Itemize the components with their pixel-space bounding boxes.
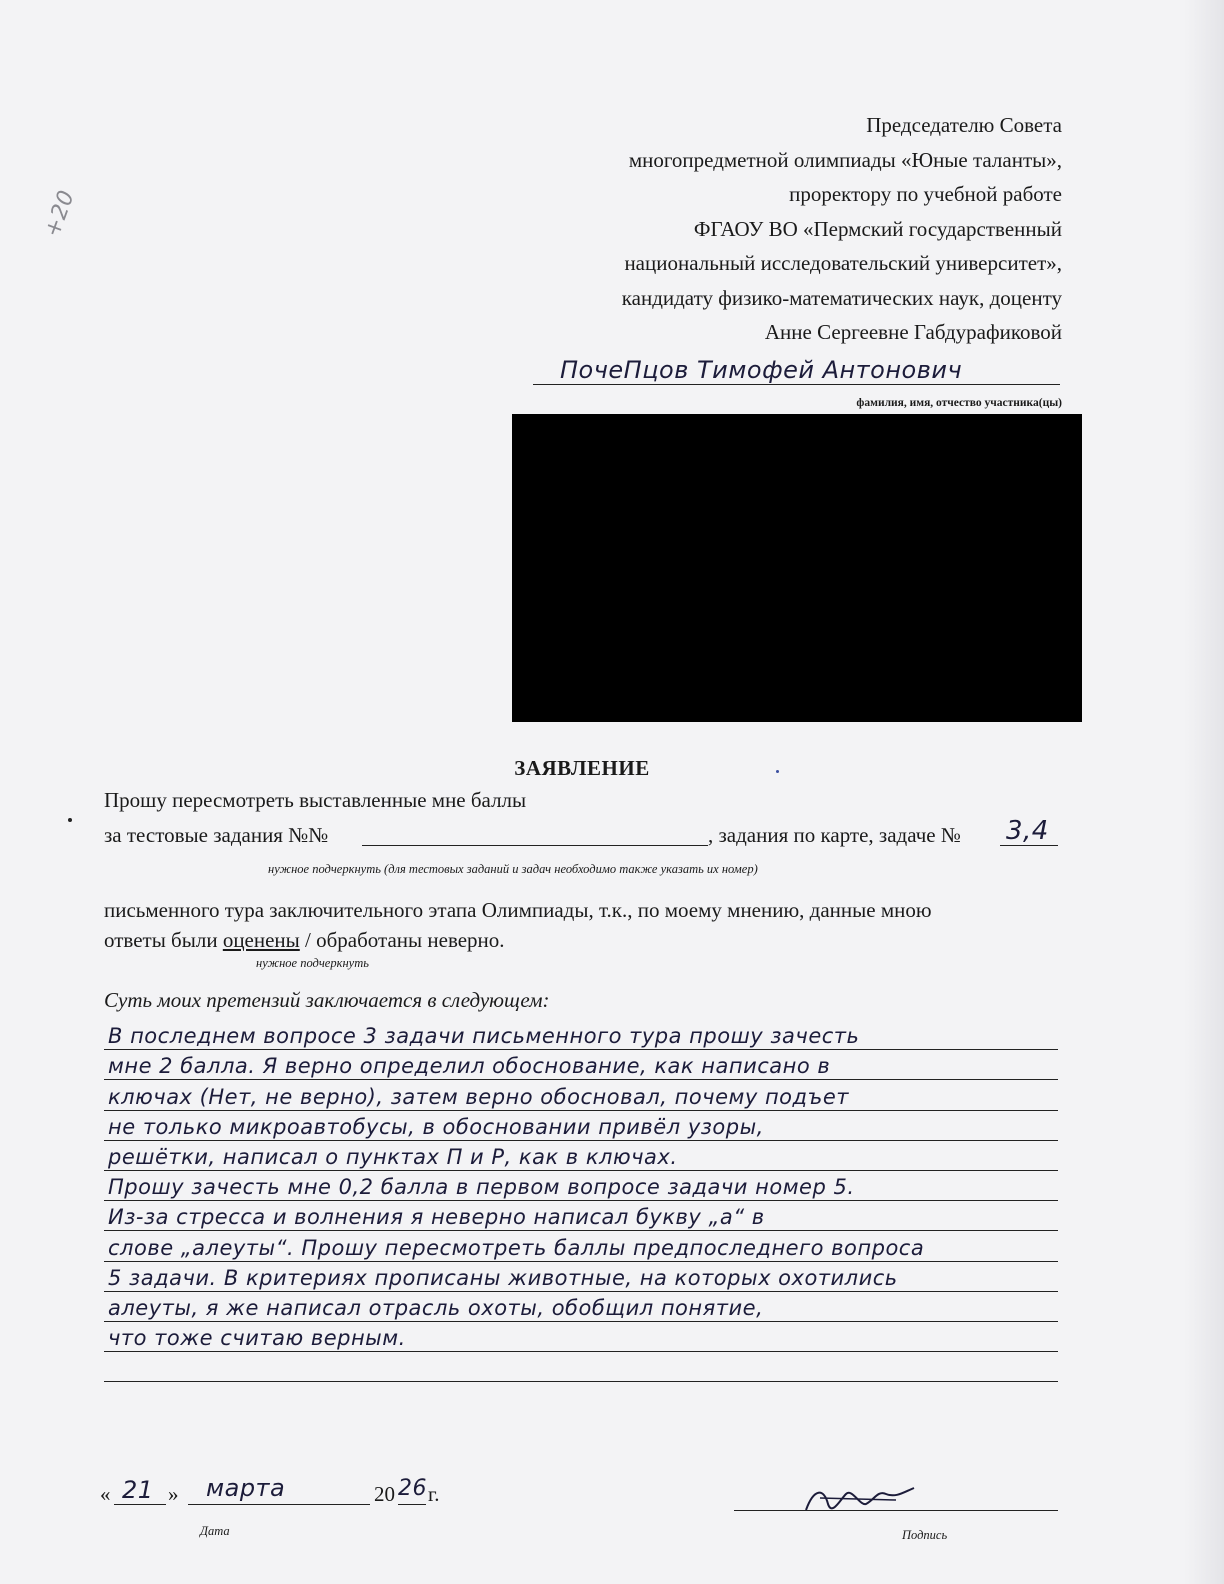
claim-line bbox=[104, 1262, 1058, 1292]
addressee-line: кандидату физико-математических наук, доценту bbox=[621, 285, 1062, 310]
date-year-end: г. bbox=[428, 1482, 440, 1506]
claim-line-text: решётки, написал о пунктах П и Р, как в ключах. bbox=[108, 1144, 678, 1169]
claim-line bbox=[104, 1020, 1058, 1050]
addressee-line: национальный исследовательский университет», bbox=[624, 251, 1062, 275]
signature-caption: Подпись bbox=[902, 1528, 948, 1542]
date-close-quote: » bbox=[168, 1482, 179, 1506]
addressee-line: Председателю Совета bbox=[866, 113, 1062, 137]
participant-name-underline bbox=[533, 384, 1060, 385]
date-caption: Дата bbox=[200, 1524, 230, 1538]
date-year-underline bbox=[398, 1504, 426, 1505]
participant-name-field[interactable]: ПочеПцов Тимофей Антонович bbox=[560, 356, 963, 384]
claim-line-text: мне 2 балла. Я верно определил обоснование, как написано в bbox=[108, 1054, 831, 1079]
date-month-underline bbox=[188, 1504, 370, 1505]
addressee-line: многопредметной олимпиады «Юные таланты», bbox=[628, 147, 1062, 172]
claim-line-text: не только микроавтобусы, в обосновании привёл узоры, bbox=[108, 1114, 764, 1139]
claim-lines[interactable] bbox=[104, 1020, 1058, 1382]
claim-line bbox=[104, 1201, 1058, 1231]
claim-line-text: слове „алеуты“. Прошу пересмотреть баллы предпоследнего вопроса bbox=[108, 1235, 925, 1260]
date-year-field[interactable]: 26 bbox=[398, 1476, 427, 1501]
selected-option-evaluated[interactable]: оценены bbox=[222, 928, 300, 952]
claim-line bbox=[104, 1352, 1058, 1382]
page-edge-shadow bbox=[1184, 0, 1224, 1584]
addressee-line: проректору по учебной работе bbox=[789, 182, 1062, 206]
date-day-field[interactable]: 21 bbox=[122, 1476, 154, 1504]
paragraph-suffix: / обработаны неверно. bbox=[299, 928, 505, 952]
test-tasks-field[interactable] bbox=[362, 845, 708, 846]
date-open-quote: « bbox=[100, 1482, 111, 1506]
claim-line bbox=[104, 1050, 1058, 1080]
claim-line-text: В последнем вопросе 3 задачи письменного тура прошу зачесть bbox=[108, 1024, 860, 1049]
claim-line bbox=[104, 1111, 1058, 1141]
claim-line bbox=[104, 1171, 1058, 1201]
date-year-prefix: 20 bbox=[374, 1482, 395, 1506]
signature-mark[interactable] bbox=[800, 1480, 920, 1520]
claim-line bbox=[104, 1292, 1058, 1322]
addressee-block bbox=[622, 108, 1062, 350]
claim-line bbox=[104, 1231, 1058, 1261]
claim-line bbox=[104, 1080, 1058, 1110]
paragraph-prefix: ответы были bbox=[104, 928, 223, 952]
request-line-2-mid: , задания по карте, задаче № bbox=[708, 823, 961, 847]
claim-line-text: Прошу зачесть мне 0,2 балла в первом вопросе задачи номер 5. bbox=[108, 1175, 855, 1200]
claim-line-text: 5 задачи. В критериях прописаны животные, на которых охотились bbox=[108, 1265, 898, 1290]
claim-line bbox=[104, 1322, 1058, 1352]
document-title: ЗАЯВЛЕНИЕ bbox=[514, 756, 650, 780]
claim-line bbox=[104, 1141, 1058, 1171]
scan-speck bbox=[68, 818, 72, 822]
claim-line-text: Из-за стресса и волнения я неверно написал букву „а“ в bbox=[108, 1205, 765, 1230]
claim-heading: Суть моих претензий заключается в следующем: bbox=[104, 988, 550, 1012]
claim-line-text: ключах (Нет, не верно), затем верно обосновал, почему подъет bbox=[108, 1084, 850, 1109]
addressee-line: Анне Сергеевне Габдурафиковой bbox=[764, 320, 1062, 344]
addressee-line: ФГАОУ ВО «Пермский государственный bbox=[693, 216, 1062, 241]
claim-line-text: алеуты, я же написал отрасль охоты, обобщил понятие, bbox=[108, 1295, 764, 1320]
paragraph-line-2 bbox=[104, 928, 505, 953]
underline-caption: нужное подчеркнуть bbox=[256, 956, 369, 970]
margin-note: +20 bbox=[40, 186, 80, 241]
redacted-block bbox=[512, 414, 1082, 722]
request-line-1: Прошу пересмотреть выставленные мне баллы bbox=[104, 788, 527, 812]
claim-line-text: что тоже считаю верным. bbox=[108, 1326, 406, 1351]
date-month-field[interactable]: марта bbox=[206, 1474, 286, 1502]
task-caption: нужное подчеркнуть (для тестовых заданий и задач необходимо также указать их номер) bbox=[268, 862, 758, 876]
scan-speck bbox=[776, 770, 779, 773]
paragraph-line-1: письменного тура заключительного этапа Олимпиады, т.к., по моему мнению, данные мною bbox=[104, 898, 932, 922]
date-day-underline bbox=[114, 1504, 166, 1505]
participant-name-caption: фамилия, имя, отчество участника(цы) bbox=[856, 397, 1062, 409]
request-line-2-prefix: за тестовые задания №№ bbox=[104, 823, 329, 847]
task-number-field[interactable]: 3,4 bbox=[1006, 816, 1049, 846]
